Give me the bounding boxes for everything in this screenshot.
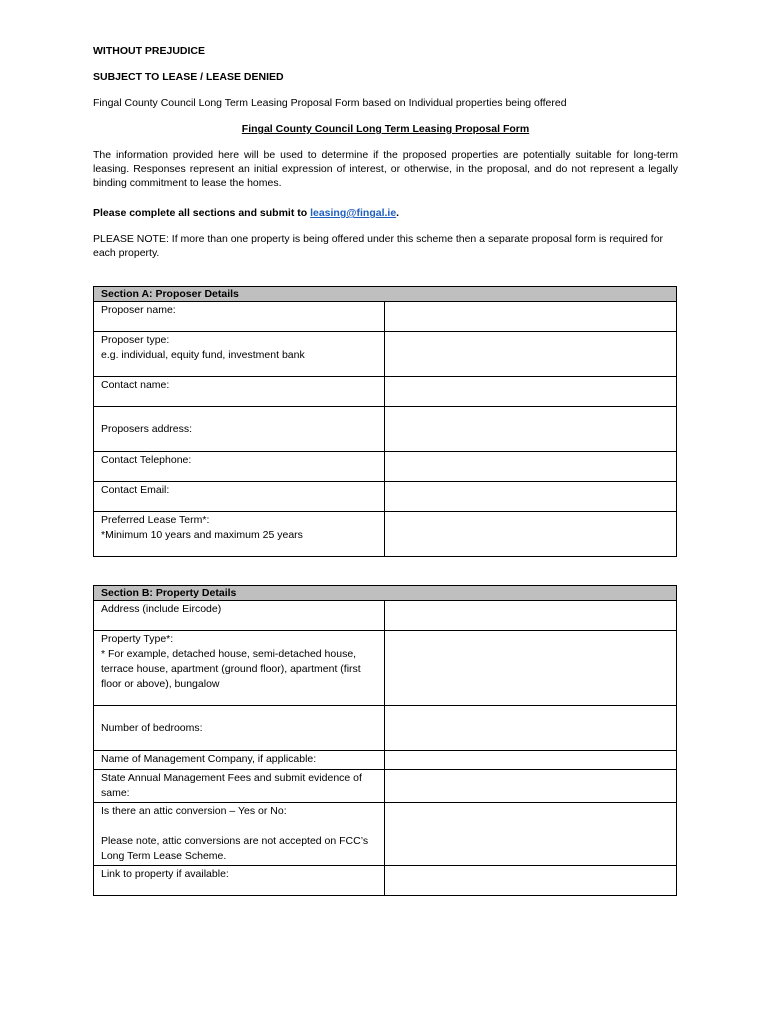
submit-instruction — [93, 206, 678, 220]
please-note-text: PLEASE NOTE: If more than one property is being offered under this scheme then a separate proposal form is required for each property. — [93, 233, 664, 259]
management-fees-label: State Annual Management Fees and submit evidence of same: — [94, 770, 385, 803]
proposer-type-field[interactable] — [385, 332, 677, 377]
proposers-address-field[interactable] — [385, 407, 677, 452]
description-text: The information provided here will be used to determine if the proposed properties are potentially suitable for long-term leasing. Responses represent an initial expression of interest, or otherwise, in the proposal, and do not represent a legally binding commitment to lease the homes. — [93, 149, 678, 189]
proposer-name-field[interactable] — [385, 302, 677, 332]
attic-conversion-label: Is there an attic conversion – Yes or No: Please note, attic conversions are not accepted on FCC’s Long Term Lease Scheme. — [94, 803, 385, 866]
contact-telephone-label: Contact Telephone: — [94, 452, 385, 482]
submit-text: Please complete all sections and submit to — [93, 207, 311, 219]
proposer-type-label: Proposer type: e.g. individual, equity fund, investment bank — [94, 332, 385, 377]
bedrooms-label: Number of bedrooms: — [94, 706, 385, 751]
submit-end: . — [396, 207, 400, 219]
property-link-label: Link to property if available: — [94, 866, 385, 896]
section-a-title: Section A: Proposer Details — [94, 287, 677, 302]
management-company-label: Name of Management Company, if applicable: — [94, 751, 385, 770]
proposer-name-label: Proposer name: — [94, 302, 385, 332]
property-type-label: Property Type*: * For example, detached house, semi-detached house, terrace house, apartment (ground floor), apartment (first floor or above), bungalow — [94, 631, 385, 706]
preferred-lease-term-label: Preferred Lease Term*: *Minimum 10 years and maximum 25 years — [94, 512, 385, 557]
without-prejudice-heading: WITHOUT PREJUDICE — [93, 45, 206, 57]
contact-name-label: Contact name: — [94, 377, 385, 407]
address-label: Address (include Eircode) — [94, 601, 385, 631]
management-fees-field[interactable] — [385, 770, 677, 803]
contact-name-field[interactable] — [385, 377, 677, 407]
contact-email-label: Contact Email: — [94, 482, 385, 512]
preferred-lease-term-field[interactable] — [385, 512, 677, 557]
bedrooms-field[interactable] — [385, 706, 677, 751]
form-title-text: Fingal County Council Long Term Leasing Proposal Form — [241, 123, 530, 135]
intro-text: Fingal County Council Long Term Leasing Proposal Form based on Individual properties being offered — [93, 97, 567, 109]
attic-conversion-field[interactable] — [385, 803, 677, 866]
management-company-field[interactable] — [385, 751, 677, 770]
section-b-title: Section B: Property Details — [94, 586, 677, 601]
property-link-field[interactable] — [385, 866, 677, 896]
proposers-address-label: Proposers address: — [94, 407, 385, 452]
section-b-table — [93, 585, 677, 896]
subject-to-lease-heading: SUBJECT TO LEASE / LEASE DENIED — [93, 71, 284, 83]
contact-telephone-field[interactable] — [385, 452, 677, 482]
property-type-field[interactable] — [385, 631, 677, 706]
address-field[interactable] — [385, 601, 677, 631]
form-title — [93, 122, 678, 136]
email-link[interactable]: leasing@fingal.ie — [310, 207, 397, 219]
section-a-table — [93, 286, 677, 557]
contact-email-field[interactable] — [385, 482, 677, 512]
